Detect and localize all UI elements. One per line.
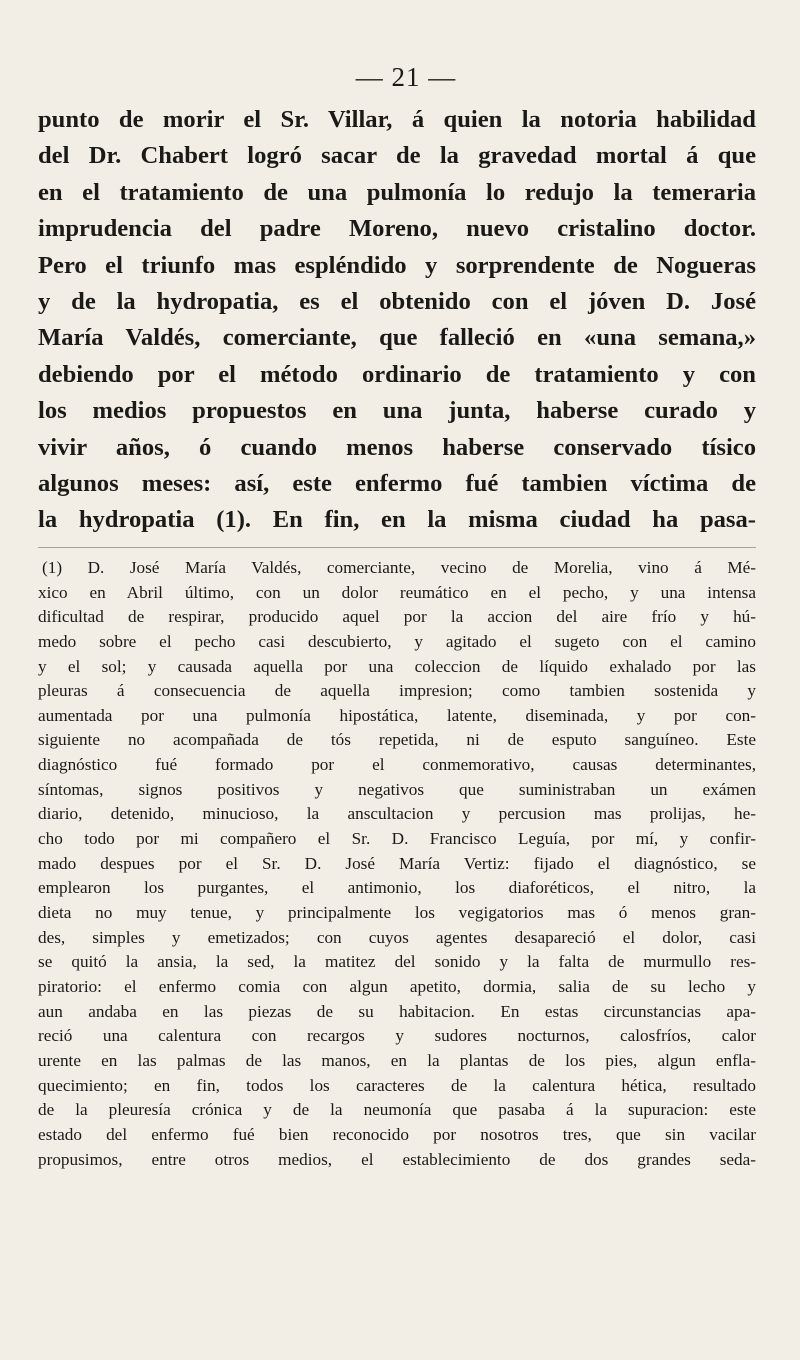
footnote-line: medo sobre el pecho casi descubierto, y agitado el sugeto con el camino [38,631,756,651]
footnote [38,556,756,1172]
main-text-line: algunos meses: así, este enfermo fué tambien víctima de [38,470,756,498]
footnote-line: xico en Abril último, con un dolor reumático en el pecho, y una intensa [38,582,756,602]
footnote-line: diario, detenido, minucioso, la anscultacion y percusion mas prolijas, he- [38,804,756,824]
footnote-line: diagnóstico fué formado por el conmemorativo, causas determinantes, [38,755,756,775]
footnote-line: reció una calentura con recargos y sudores nocturnos, calosfríos, calor [38,1026,756,1046]
footnote-line: síntomas, signos positivos y negativos que suministraban un exámen [38,779,756,799]
footnote-line: y el sol; y causada aquella por una coleccion de líquido exhalado por las [38,656,756,676]
main-text-line: imprudencia del padre Moreno, nuevo cristalino doctor. [38,215,756,243]
book-page [38,62,756,1172]
main-text-line: la hydropatia (1). En fin, en la misma ciudad ha pasa- [38,506,756,534]
page-number: — 21 — [355,62,457,92]
main-text-line: en el tratamiento de una pulmonía lo redujo la temeraria [38,178,756,206]
footnote-line: se quitó la ansia, la sed, la matitez del sonido y la falta de murmullo res- [38,952,756,972]
main-text-line: vivir años, ó cuando menos haberse conservado tísico [38,433,756,461]
footnote-line: aumentada por una pulmonía hipostática, latente, diseminada, y por con- [38,705,756,725]
main-text-line: María Valdés, comerciante, que falleció en «una semana,» [38,324,756,352]
footnote-line: quecimiento; en fin, todos los caracteres de la calentura hética, resultado [38,1075,756,1095]
footnote-line: dificultad de respirar, producido aquel por la accion del aire frío y hú- [38,607,756,627]
footnote-line: estado del enfermo fué bien reconocido por nosotros tres, que sin vacilar [38,1124,756,1144]
footnote-divider [38,547,756,548]
main-text-line: Pero el triunfo mas espléndido y sorprendente de Nogueras [38,251,756,279]
footnote-line: de la pleuresía crónica y de la neumonía que pasaba á la supuracion: este [38,1100,756,1120]
footnote-line: siguiente no acompañada de tós repetida, ni de esputo sanguíneo. Este [38,730,756,750]
footnote-line: mado despues por el Sr. D. José María Vertiz: fijado el diagnóstico, se [38,853,756,873]
main-text-line: debiendo por el método ordinario de tratamiento y con [38,360,756,388]
footnote-line: urente en las palmas de las manos, en la plantas de los pies, algun enfla- [38,1051,756,1070]
footnote-line: emplearon los purgantes, el antimonio, los diaforéticos, el nitro, la [38,878,756,898]
footnote-line: dieta no muy tenue, y principalmente los vegigatorios mas ó menos gran- [38,903,756,923]
footnote-line: cho todo por mi compañero el Sr. D. Francisco Leguía, por mí, y confir- [38,829,756,849]
footnote-line: aun andaba en las piezas de su habitacion. En estas circunstancias apa- [38,1001,756,1021]
footnote-line: piratorio: el enfermo comia con algun apetito, dormia, salia de su lecho y [38,977,756,997]
main-text [38,102,756,539]
footnote-line: pleuras á consecuencia de aquella impresion; como tambien sostenida y [38,681,756,701]
main-text-line: del Dr. Chabert logró sacar de la gravedad mortal á que [38,142,756,170]
footnote-line: des, simples y emetizados; con cuyos agentes desapareció el dolor, casi [38,927,756,947]
main-text-line: y de la hydropatia, es el obtenido con el jóven D. José [38,288,756,316]
footnote-line: (1) D. José María Valdés, comerciante, vecino de Morelia, vino á Mé- [42,557,756,577]
main-text-line: punto de morir el Sr. Villar, á quien la notoria habilidad [38,106,756,133]
main-text-line: los medios propuestos en una junta, haberse curado y [38,397,756,425]
footnote-line: propusimos, entre otros medios, el establecimiento de dos grandes seda- [38,1149,756,1169]
